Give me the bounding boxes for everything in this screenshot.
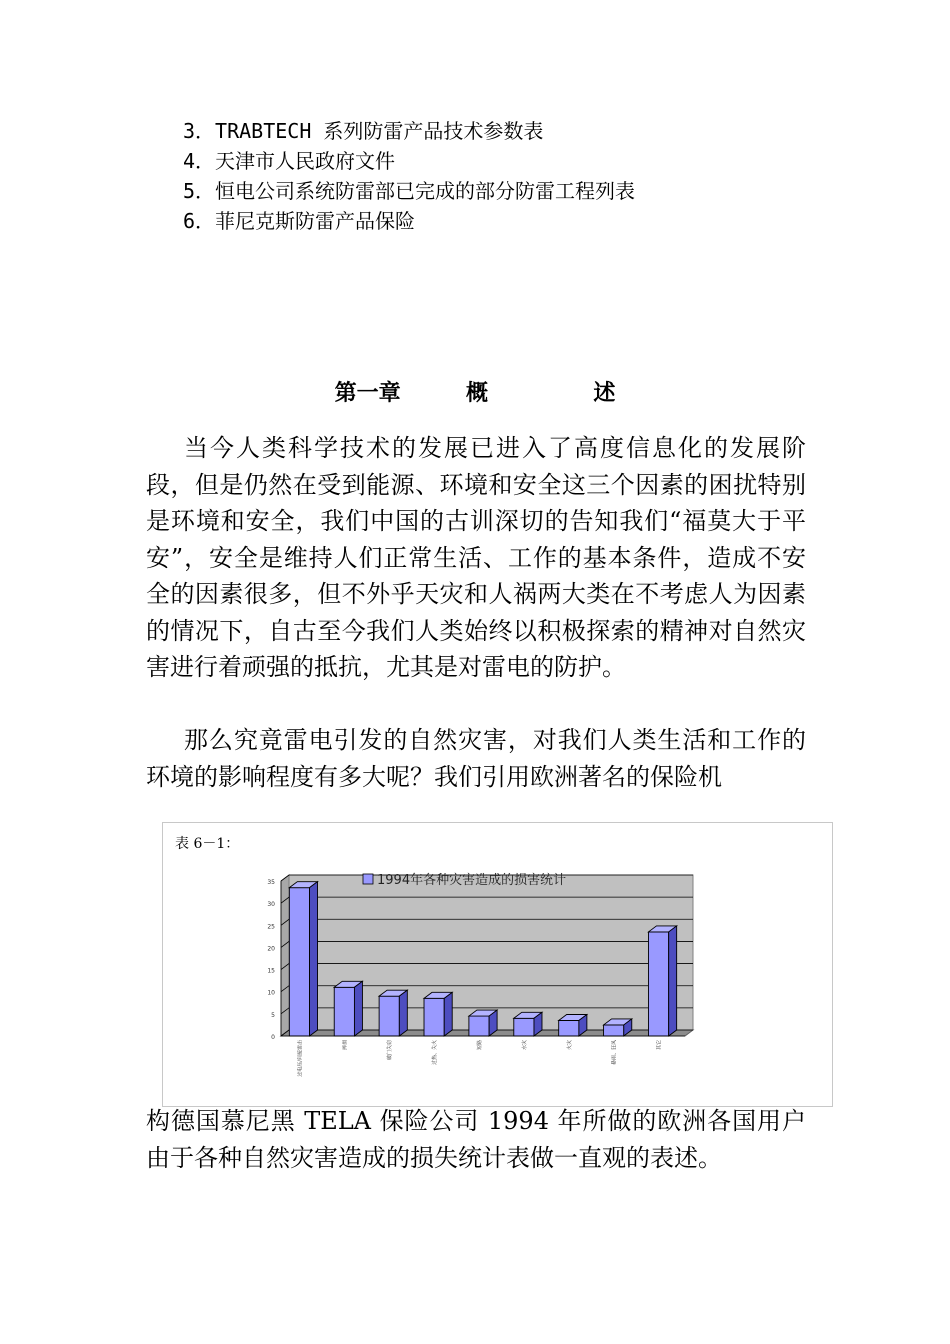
- bar-side: [310, 882, 318, 1036]
- legend-label: 1994年各种灾害造成的损害统计: [377, 873, 567, 888]
- chart-figure: [162, 822, 833, 1107]
- y-tick-label: 20: [267, 945, 275, 953]
- x-tick-label: 摔损: [342, 1040, 349, 1051]
- bar: [289, 888, 309, 1036]
- figure-caption: 表 6－1：: [175, 836, 240, 852]
- x-tick-label: 暴雨、狂风: [611, 1040, 618, 1066]
- bar: [514, 1018, 534, 1036]
- y-tick-label: 15: [267, 967, 275, 975]
- x-tick-label: 水灾: [521, 1040, 528, 1051]
- plot-side-wall: [281, 875, 289, 1036]
- bar: [604, 1025, 624, 1036]
- paragraph: 那么究竟雷电引发的自然灾害，对我们人类生活和工作的环境的影响程度有多大呢？我们引用欧洲著名的保险机: [146, 726, 806, 791]
- chapter-number: 第一章: [334, 381, 401, 406]
- bar-side: [444, 992, 452, 1036]
- y-tick-label: 25: [267, 923, 275, 931]
- x-tick-label: 短路: [477, 1040, 483, 1051]
- y-tick-label: 5: [271, 1011, 275, 1019]
- y-tick-label: 0: [271, 1034, 275, 1041]
- list-item: 3．TRABTECH 系列防雷产品技术参数表: [183, 119, 544, 143]
- bar: [559, 1021, 579, 1037]
- bar: [648, 932, 668, 1036]
- bar-chart: [163, 823, 832, 1106]
- bar: [334, 987, 354, 1036]
- legend-swatch: [363, 874, 373, 884]
- bar: [424, 998, 444, 1036]
- bar-side: [669, 926, 677, 1036]
- bar: [379, 996, 399, 1036]
- y-tick-label: 10: [267, 989, 275, 997]
- list-item: 5．恒电公司系统防雷部已完成的部分防雷工程列表: [183, 179, 636, 203]
- x-tick-label: 破门失窃: [387, 1040, 394, 1061]
- list-item: 4．天津市人民政府文件: [183, 149, 396, 173]
- chapter-title: [0, 376, 950, 407]
- paragraph: 构德国慕尼黑 TELA 保险公司 1994 年所做的欧洲各国用户由于各种自然灾害造成的损失统计表做一直观的表述。: [146, 1107, 806, 1172]
- x-tick-label: 其它: [656, 1040, 663, 1051]
- list-item: 6．菲尼克斯防雷产品保险: [183, 209, 416, 233]
- paragraph: 当今人类科学技术的发展已进入了高度信息化的发展阶段，但是仍然在受到能源、环境和安全这三个因素的困扰特别是环境和安全，我们中国的古训深切的告知我们“福莫大于平安”，安全是维持人们正常生活、工作的基本条件，造成不安全的因素很多，但不外乎天灾和人祸两大类在不考虑人为因素的情况下，自古至今我们人类始终以积极探索的精神对自然灾害进行着顽强的抵抗，尤其是对雷电的防护。: [146, 434, 806, 681]
- bar: [469, 1016, 489, 1036]
- attachment-list: [183, 116, 635, 236]
- x-tick-label: 过电压/间接雷击: [297, 1040, 304, 1077]
- x-tick-label: 火灾: [566, 1040, 573, 1051]
- y-tick-label: 30: [267, 901, 275, 909]
- y-tick-label: 35: [267, 879, 275, 886]
- chapter-word-1: 概: [465, 381, 488, 406]
- x-tick-label: 过热、失火: [432, 1040, 439, 1066]
- bar-side: [399, 990, 407, 1036]
- chapter-word-2: 述: [593, 381, 616, 406]
- bar-side: [354, 981, 362, 1036]
